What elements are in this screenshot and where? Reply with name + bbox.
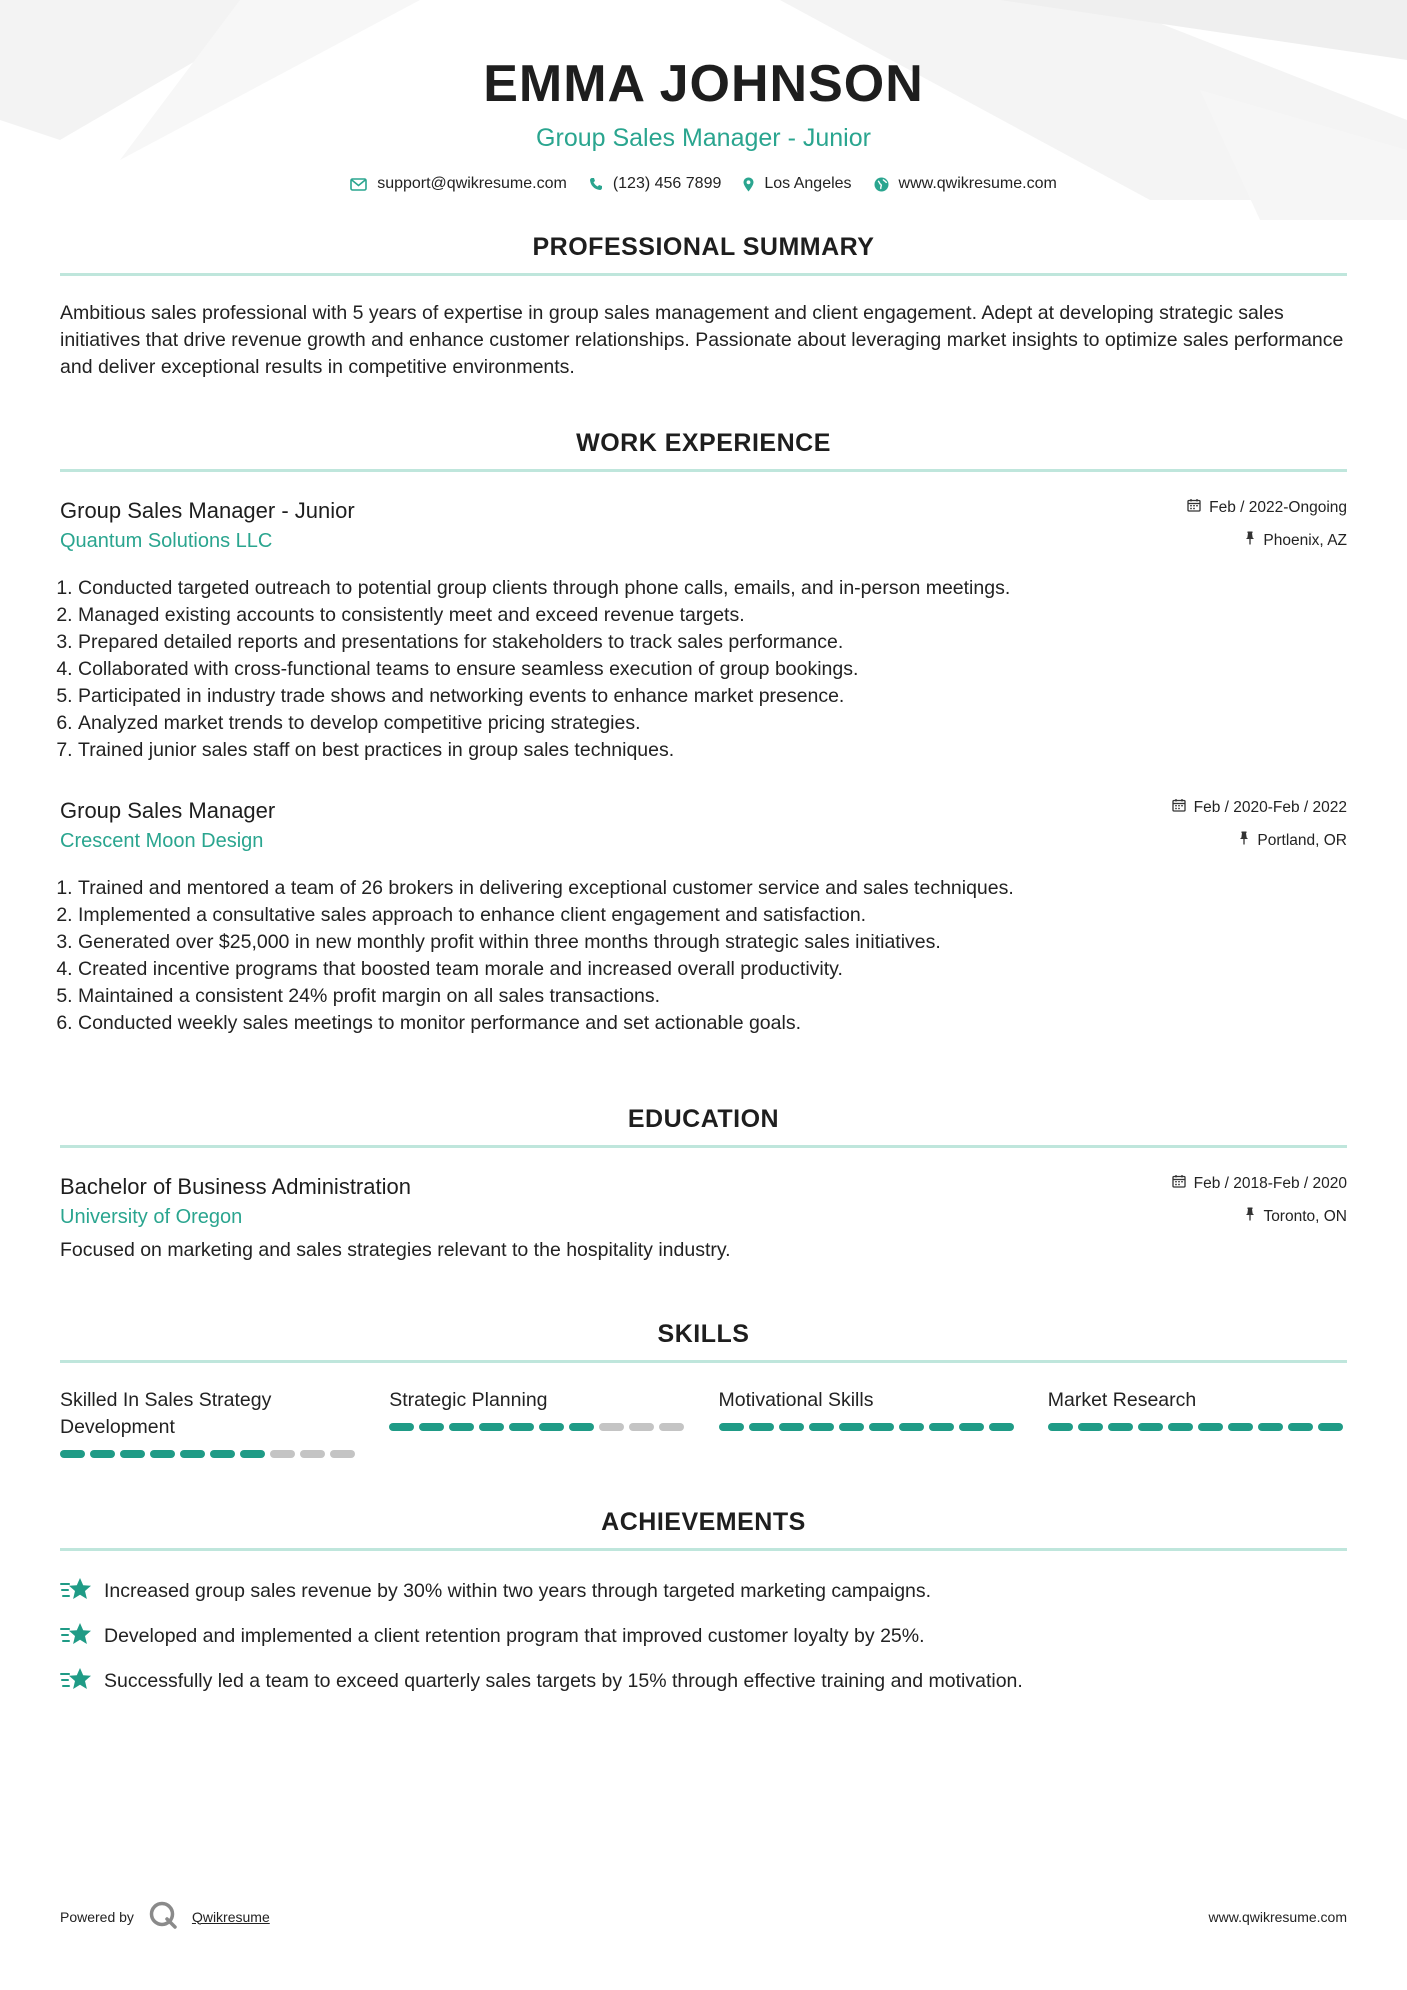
phone-text: (123) 456 7899 — [612, 175, 722, 192]
skill-segment-filled — [839, 1423, 864, 1431]
education-dates-text: Feb / 2018-Feb / 2020 — [1193, 1174, 1347, 1192]
contact-email[interactable] — [350, 175, 567, 193]
skill-segment-filled — [869, 1423, 894, 1431]
list-item — [60, 1569, 1347, 1614]
degree-title: Bachelor of Business Administration — [60, 1174, 411, 1199]
powered-by — [60, 1900, 270, 1933]
list-item: 2. Managed existing accounts to consistently meet and exceed revenue targets. — [78, 602, 1347, 629]
star-badge-icon — [60, 1621, 92, 1653]
skill-segment-empty — [330, 1450, 355, 1458]
summary-text: Ambitious sales professional with 5 years of expertise in group sales management and client engagement. Adept at developing strategic sales initiatives that drive revenue growth and enhance customer relationships. Passionate about leveraging market insights to optimize sales performance and deliver exceptional results in competitive environments. — [60, 302, 1344, 378]
skill-segment-filled — [1228, 1423, 1253, 1431]
job-entry — [60, 498, 1347, 764]
calendar-icon — [1172, 798, 1186, 817]
skills-heading: SKILLS — [60, 1320, 1347, 1363]
skill-segment-filled — [539, 1423, 564, 1431]
footer-website-link[interactable]: www.qwikresume.com — [1208, 1908, 1347, 1925]
skill-segment-filled — [719, 1423, 744, 1431]
calendar-icon — [1172, 1174, 1186, 1193]
skill-level-bar — [1048, 1423, 1347, 1431]
skill-level-bar — [719, 1423, 1018, 1431]
job-dates — [1187, 498, 1347, 517]
skill-name: Motivational Skills — [718, 1389, 874, 1411]
job-bullets — [60, 575, 1347, 764]
skill-segment-filled — [419, 1423, 444, 1431]
company-name: Quantum Solutions LLC — [60, 530, 273, 552]
work-experience-heading: WORK EXPERIENCE — [60, 429, 1347, 472]
skill-segment-filled — [60, 1450, 85, 1458]
summary-heading: PROFESSIONAL SUMMARY — [60, 233, 1347, 276]
pushpin-icon — [1239, 831, 1249, 850]
page-footer — [60, 1900, 1347, 1933]
qwikresume-logo-icon — [148, 1900, 178, 1933]
skill-segment-filled — [1288, 1423, 1313, 1431]
skill-segment-filled — [1048, 1423, 1073, 1431]
skill-segment-filled — [509, 1423, 534, 1431]
star-badge-icon — [60, 1576, 92, 1608]
list-item: 2. Implemented a consultative sales approach to enhance client engagement and satisfaction. — [78, 902, 1347, 929]
skill-segment-filled — [929, 1423, 954, 1431]
skill-item — [719, 1387, 1018, 1458]
skill-item — [60, 1387, 359, 1458]
calendar-icon — [1187, 498, 1201, 517]
job-meta — [1172, 798, 1347, 850]
powered-by-text: Powered by — [60, 1908, 134, 1925]
job-dates-text: Feb / 2020-Feb / 2022 — [1193, 798, 1347, 816]
pushpin-icon — [1245, 531, 1255, 550]
skill-segment-filled — [120, 1450, 145, 1458]
skill-segment-empty — [599, 1423, 624, 1431]
email-text: support@qwikresume.com — [377, 175, 567, 192]
phone-icon — [589, 177, 603, 191]
skill-segment-filled — [90, 1450, 115, 1458]
list-item: 6. Analyzed market trends to develop competitive pricing strategies. — [78, 710, 1347, 737]
skill-segment-filled — [569, 1423, 594, 1431]
envelope-icon — [350, 178, 367, 191]
list-item: 7. Trained junior sales staff on best practices in group sales techniques. — [78, 737, 1347, 764]
skill-level-bar — [60, 1450, 359, 1458]
education-description: Focused on marketing and sales strategies relevant to the hospitality industry. — [60, 1239, 731, 1261]
pushpin-icon — [1245, 1207, 1255, 1226]
skill-segment-filled — [809, 1423, 834, 1431]
education-heading: EDUCATION — [60, 1105, 1347, 1148]
skill-segment-filled — [449, 1423, 474, 1431]
achievement-text: Successfully led a team to exceed quarterly sales targets by 15% through effective training and motivation. — [104, 1670, 1023, 1692]
education-entry — [60, 1174, 1347, 1262]
skill-level-bar — [389, 1423, 688, 1431]
list-item: 1. Trained and mentored a team of 26 brokers in delivering exceptional customer service and sales techniques. — [78, 875, 1347, 902]
achievement-text: Increased group sales revenue by 30% within two years through targeted marketing campaigns. — [104, 1580, 932, 1602]
list-item: 6. Conducted weekly sales meetings to monitor performance and set actionable goals. — [78, 1010, 1347, 1037]
skill-segment-filled — [1258, 1423, 1283, 1431]
skill-segment-filled — [1318, 1423, 1343, 1431]
skill-segment-empty — [629, 1423, 654, 1431]
skill-segment-empty — [659, 1423, 684, 1431]
skill-segment-filled — [779, 1423, 804, 1431]
list-item: 4. Created incentive programs that boosted team morale and increased overall productivity. — [78, 956, 1347, 983]
skill-segment-filled — [899, 1423, 924, 1431]
list-item: 1. Conducted targeted outreach to potential group clients through phone calls, emails, and in-person meetings. — [78, 575, 1347, 602]
candidate-name: EMMA JOHNSON — [483, 55, 924, 113]
job-location — [1172, 831, 1347, 850]
job-meta — [1187, 498, 1347, 550]
job-location-text: Portland, OR — [1257, 831, 1347, 849]
list-item: 3. Prepared detailed reports and presentations for stakeholders to track sales performance. — [78, 629, 1347, 656]
skill-segment-filled — [180, 1450, 205, 1458]
skill-item — [389, 1387, 688, 1458]
skill-segment-filled — [1198, 1423, 1223, 1431]
contact-location — [743, 175, 851, 193]
achievements-list — [60, 1569, 1347, 1704]
job-title: Group Sales Manager - Junior — [60, 498, 355, 523]
skill-item — [1048, 1387, 1347, 1458]
website-text: www.qwikresume.com — [898, 175, 1057, 192]
list-item: 4. Collaborated with cross-functional teams to ensure seamless execution of group bookings. — [78, 656, 1347, 683]
list-item — [60, 1614, 1347, 1659]
star-badge-icon — [60, 1666, 92, 1698]
skill-segment-filled — [1168, 1423, 1193, 1431]
education-location-text: Toronto, ON — [1263, 1207, 1347, 1225]
achievement-text: Developed and implemented a client retention program that improved customer loyalty by 25%. — [104, 1625, 925, 1647]
skill-segment-filled — [389, 1423, 414, 1431]
contact-bar — [60, 175, 1347, 193]
candidate-role: Group Sales Manager - Junior — [536, 124, 871, 152]
education-meta — [1172, 1174, 1347, 1226]
contact-phone[interactable] — [589, 175, 722, 193]
skill-segment-empty — [270, 1450, 295, 1458]
job-title: Group Sales Manager — [60, 798, 276, 823]
job-location — [1187, 531, 1347, 550]
skill-segment-filled — [210, 1450, 235, 1458]
skill-segment-filled — [150, 1450, 175, 1458]
job-dates — [1172, 798, 1347, 817]
globe-icon — [874, 177, 889, 192]
location-text: Los Angeles — [764, 175, 852, 192]
skill-name: Market Research — [1047, 1389, 1197, 1411]
list-item: 5. Maintained a consistent 24% profit margin on all sales transactions. — [78, 983, 1347, 1010]
brand-link[interactable]: Qwikresume — [191, 1908, 270, 1925]
skill-name: Skilled In Sales Strategy Development — [60, 1389, 272, 1438]
skill-name: Strategic Planning — [389, 1389, 548, 1411]
skill-segment-filled — [959, 1423, 984, 1431]
company-name: Crescent Moon Design — [60, 830, 264, 852]
skill-segment-filled — [1108, 1423, 1133, 1431]
skill-segment-empty — [300, 1450, 325, 1458]
education-location — [1172, 1207, 1347, 1226]
achievements-heading: ACHIEVEMENTS — [60, 1508, 1347, 1551]
skill-segment-filled — [749, 1423, 774, 1431]
job-entry — [60, 798, 1347, 1037]
resume-header — [60, 0, 1347, 193]
list-item — [60, 1659, 1347, 1704]
job-bullets — [60, 875, 1347, 1037]
education-dates — [1172, 1174, 1347, 1193]
map-pin-icon — [743, 177, 754, 192]
skills-grid — [60, 1387, 1347, 1458]
skill-segment-filled — [1138, 1423, 1163, 1431]
job-dates-text: Feb / 2022-Ongoing — [1209, 498, 1347, 516]
list-item: 5. Participated in industry trade shows and networking events to enhance market presence. — [78, 683, 1347, 710]
skill-segment-filled — [989, 1423, 1014, 1431]
contact-website[interactable] — [874, 175, 1057, 193]
skill-segment-filled — [479, 1423, 504, 1431]
skill-segment-filled — [240, 1450, 265, 1458]
school-name: University of Oregon — [60, 1206, 243, 1228]
list-item: 3. Generated over $25,000 in new monthly profit within three months through strategic sales initiatives. — [78, 929, 1347, 956]
skill-segment-filled — [1078, 1423, 1103, 1431]
job-location-text: Phoenix, AZ — [1263, 531, 1347, 549]
